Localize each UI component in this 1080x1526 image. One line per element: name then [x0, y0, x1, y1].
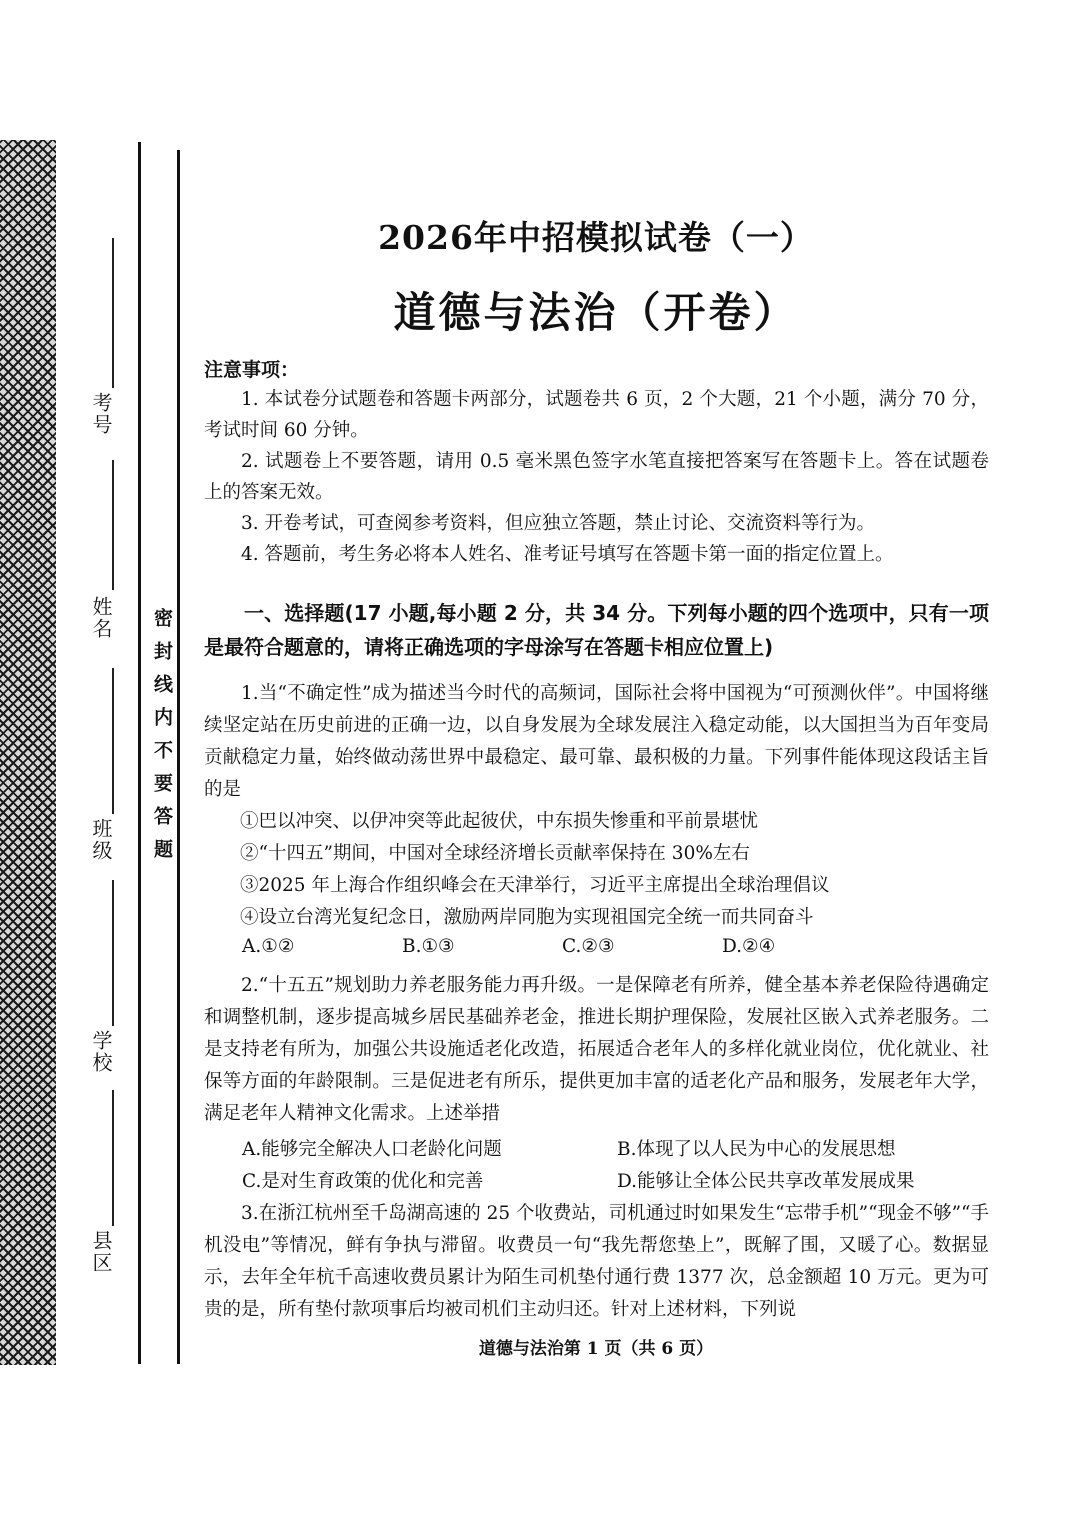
notice-heading: 注意事项：: [204, 359, 300, 381]
class-label: 班级: [89, 818, 113, 862]
option-a: A.①②: [242, 936, 295, 957]
binding-line-right: [177, 150, 180, 1364]
exam-number-label: 考号: [89, 392, 113, 436]
district-label: 县区: [89, 1230, 113, 1274]
statement-item: ①巴以冲突、以伊冲突等此起彼伏，中东损失惨重和平前景堪忧: [240, 811, 759, 832]
notice-item: 4. 答题前，考生务必将本人姓名、准考证号填写在答题卡第一面的指定位置上。: [241, 544, 894, 565]
subject-title: 道德与法治（开卷）: [393, 288, 799, 337]
binding-hatch-strip: [0, 140, 56, 1365]
notice-item: 1. 本试卷分试题卷和答题卡两部分，试题卷共 6 页，2 个大题，21 个小题，满分 70 分，考试时间 60 分钟。: [204, 389, 989, 441]
question-1-statements: [240, 806, 990, 934]
question-stem: 3.在浙江杭州至千岛湖高速的 25 个收费站，司机通过时如果发生“忘带手机”“现金不够”“手机没电”等情况，鲜有争执与滞留。收费员一句“我先帮您垫上”，既解了围，又暖了心。数据显示，去年全年杭千高速收费员累计为陌生司机垫付通行费 1377 次，总金额超 10 万元。更为可贵的是，所有垫付款项事后均被司机们主动归还。针对上述材料，下列说: [204, 1203, 989, 1320]
question-2-options: [242, 1134, 992, 1198]
binding-line-left: [138, 142, 141, 1364]
question-stem: 2.“十五五”规划助力养老服务能力再升级。一是保障老有所养，健全基本养老保险待遇确定和调整机制，逐步提高城乡居民基础养老金，推进长期护理保险，发展社区嵌入式养老服务。二是支持老有所为，加强公共设施适老化改造，拓展适合老年人的多样化就业岗位，优化就业、社保等方面的年龄限制。三是促进老有所乐，提供更加丰富的适老化产品和服务，发展老年大学，满足老年人精神文化需求。上述举措: [204, 975, 989, 1124]
option-d: D.能够让全体公民共享改革发展成果: [617, 1171, 915, 1192]
option-b: B.①③: [402, 936, 455, 957]
class-line: [112, 668, 114, 814]
name-label: 姓名: [89, 596, 113, 640]
notice-item: 2. 试题卷上不要答题，请用 0.5 毫米黑色签字水笔直接把答案写在答题卡上。答在试题卷上的答案无效。: [204, 451, 989, 503]
notice-item: 3. 开卷考试，可查阅参考资料，但应独立答题，禁止讨论、交流资料等行为。: [241, 513, 876, 534]
notice-list: [204, 384, 989, 570]
page-footer: 道德与法治第 1 页（共 6 页）: [478, 1339, 714, 1359]
district-line: [112, 1090, 114, 1226]
name-line: [112, 460, 114, 590]
school-line: [112, 880, 114, 1026]
seal-line-notice: 密封线内不要答题: [151, 608, 173, 872]
exam-number-line: [112, 238, 114, 388]
question-2: [204, 970, 989, 1130]
section-heading: 一、选择题(17 小题,每小题 2 分，共 34 分。下列每小题的四个选项中，只有一项是最符合题意的，请将正确选项的字母涂写在答题卡相应位置上): [204, 601, 989, 659]
option-c: C.是对生育政策的优化和完善: [242, 1171, 484, 1192]
option-b: B.体现了以人民为中心的发展思想: [617, 1139, 896, 1160]
question-1: [204, 678, 989, 806]
question-1-options: [242, 936, 942, 957]
option-d: D.②④: [722, 936, 776, 957]
statement-item: ③2025 年上海合作组织峰会在天津举行，习近平主席提出全球治理倡议: [240, 875, 830, 896]
statement-item: ②“十四五”期间，中国对全球经济增长贡献率保持在 30%左右: [240, 843, 750, 864]
question-stem: 1.当“不确定性”成为描述当今时代的高频词，国际社会将中国视为“可预测伙伴”。中国将继续坚定站在历史前进的正确一边，以自身发展为全球发展注入稳定动能，以大国担当为百年变局贡献稳定力量，始终做动荡世界中最稳定、最可靠、最积极的力量。下列事件能体现这段话主旨的是: [204, 683, 989, 800]
option-a: A.能够完全解决人口老龄化问题: [242, 1139, 502, 1160]
statement-item: ④设立台湾光复纪念日，激励两岸同胞为实现祖国完全统一而共同奋斗: [240, 907, 814, 928]
exam-title: 2026年中招模拟试卷（一）: [378, 218, 814, 257]
option-c: C.②③: [562, 936, 615, 957]
school-label: 学校: [89, 1030, 113, 1074]
question-3: [204, 1198, 989, 1326]
